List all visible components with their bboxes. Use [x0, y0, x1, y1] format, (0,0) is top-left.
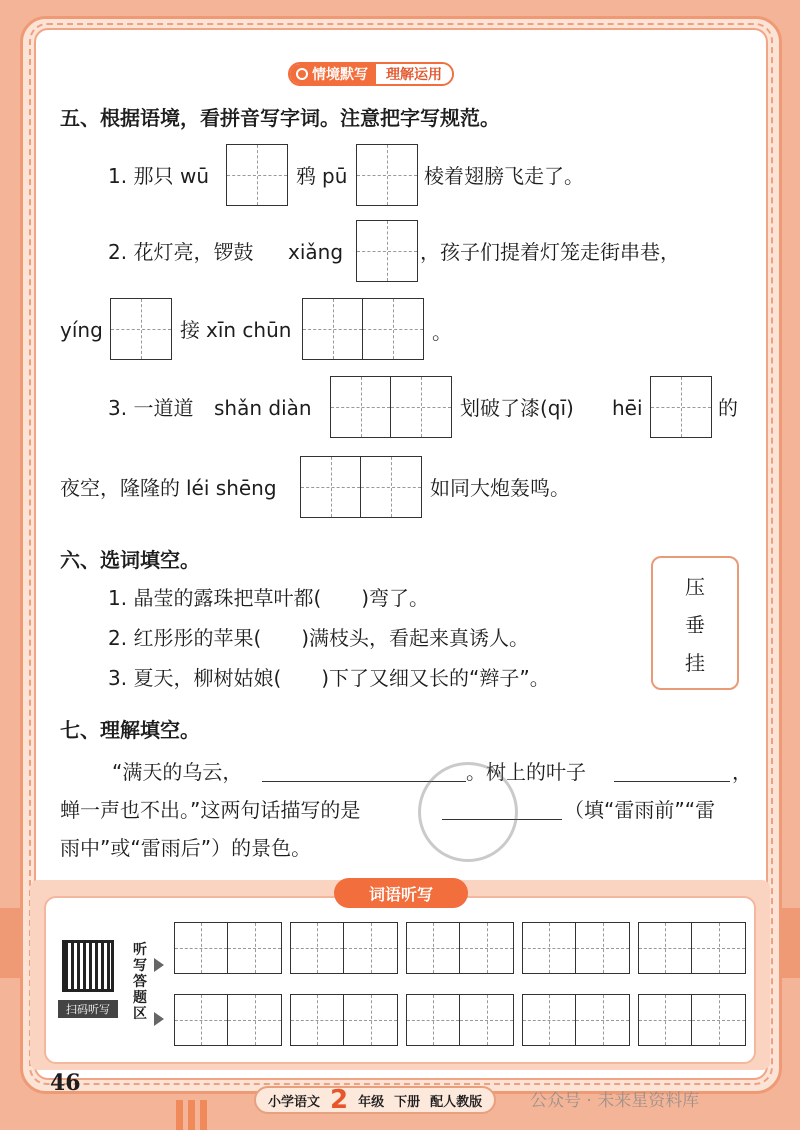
- dictation-grid[interactable]: [638, 994, 746, 1046]
- s7-line1b: 。树上的叶子: [466, 760, 586, 784]
- section5-title: 五、根据语境，看拼音写字词。注意把字写规范。: [60, 106, 500, 130]
- section6-title: 六、选词填空。: [60, 548, 200, 572]
- writing-grid[interactable]: [110, 298, 172, 360]
- q2-text-d: 。: [432, 320, 452, 344]
- q3-pinyin-3: léi shēng: [186, 476, 277, 500]
- footer-term: 下册: [394, 1094, 421, 1110]
- q3-pinyin-2: hēi: [612, 396, 643, 420]
- arrow-right-icon: [154, 1012, 164, 1026]
- section-badge: [288, 62, 454, 86]
- dictation-grid[interactable]: [174, 922, 282, 974]
- footer-book-info: [254, 1086, 496, 1114]
- s7-line2b: （填“雷雨前”“雷: [564, 798, 716, 822]
- q2-pinyin-1: xiǎng: [288, 240, 344, 264]
- q3-text-b: 划破了漆(qī): [460, 396, 574, 420]
- q2-text-a: 2. 花灯亮，锣鼓: [108, 240, 254, 264]
- badge-left-label: 情境默写: [312, 67, 368, 83]
- dictation-grid[interactable]: [290, 922, 398, 974]
- answer-area-label: 听写答题区: [133, 942, 147, 1022]
- dictation-grid[interactable]: [406, 994, 514, 1046]
- q2-pinyin-2: yíng: [60, 318, 103, 342]
- footer-edition: 配人教版: [430, 1094, 483, 1110]
- q1-text-a: 1. 那只: [108, 164, 174, 188]
- q3-text-a: 3. 一道道: [108, 396, 194, 420]
- dictation-grid[interactable]: [522, 922, 630, 974]
- q1-text-c: 棱着翅膀飞走了。: [424, 164, 584, 188]
- q1-text-b: 鸦: [296, 164, 316, 188]
- qr-label: 扫码听写: [58, 1000, 118, 1018]
- writing-grid[interactable]: [356, 220, 418, 282]
- watermark-stamp: [418, 762, 518, 862]
- decor-bar: [188, 1100, 195, 1130]
- footer-watermark: 公众号 · 未来星资料库: [530, 1091, 700, 1111]
- section7-title: 七、理解填空。: [60, 718, 200, 742]
- s7-line3: 雨中”或“雷雨后”）的景色。: [60, 836, 312, 860]
- s7-line1a: “满天的乌云，: [112, 760, 243, 784]
- writing-grid[interactable]: [330, 376, 452, 438]
- word-bank: [651, 556, 739, 690]
- q2-pinyin-3: xīn chūn: [206, 318, 292, 342]
- dictation-grid[interactable]: [406, 922, 514, 974]
- fill-item: 2. 红彤彤的苹果( )满枝头，看起来真诱人。: [108, 626, 530, 650]
- fill-item: 1. 晶莹的露珠把草叶都( )弯了。: [108, 586, 430, 610]
- word-option: 压: [685, 574, 705, 599]
- word-option: 垂: [685, 612, 705, 637]
- footer-grade-number: 2: [330, 1085, 349, 1115]
- answer-line[interactable]: [614, 780, 730, 782]
- listening-tag: 词语听写: [334, 878, 468, 908]
- q1-pinyin-2: pū: [322, 164, 348, 188]
- q3-text-d: 夜空，隆隆的: [60, 476, 180, 500]
- q1-pinyin-1: wū: [180, 164, 210, 188]
- writing-grid[interactable]: [356, 144, 418, 206]
- dictation-grid[interactable]: [522, 994, 630, 1046]
- dictation-grid[interactable]: [638, 922, 746, 974]
- dictation-grid[interactable]: [174, 994, 282, 1046]
- dictation-grid[interactable]: [290, 994, 398, 1046]
- decor-bar: [176, 1100, 183, 1130]
- arrow-right-icon: [154, 958, 164, 972]
- writing-grid[interactable]: [302, 298, 424, 360]
- q2-text-c: 接: [180, 318, 200, 342]
- word-option: 挂: [685, 650, 705, 675]
- decor-bar: [200, 1100, 207, 1130]
- page-number: 46: [50, 1070, 81, 1096]
- footer-grade: 年级: [358, 1094, 385, 1110]
- q2-text-b: ，孩子们提着灯笼走街串巷，: [420, 240, 680, 264]
- footer-subject: 小学语文: [268, 1094, 321, 1110]
- badge-right-label: 理解运用: [376, 64, 452, 84]
- q3-text-c: 的: [718, 396, 738, 420]
- ear-icon: [296, 68, 308, 80]
- q3-text-e: 如同大炮轰鸣。: [430, 476, 570, 500]
- q3-pinyin-1: shǎn diàn: [214, 396, 312, 420]
- s7-line1c: ，: [732, 760, 752, 784]
- writing-grid[interactable]: [300, 456, 422, 518]
- s7-line2a: 蝉一声也不出。”这两句话描写的是: [60, 798, 361, 822]
- fill-item: 3. 夏天，柳树姑娘( )下了又细又长的“辫子”。: [108, 666, 550, 690]
- writing-grid[interactable]: [650, 376, 712, 438]
- qr-code-icon[interactable]: [62, 940, 114, 992]
- writing-grid[interactable]: [226, 144, 288, 206]
